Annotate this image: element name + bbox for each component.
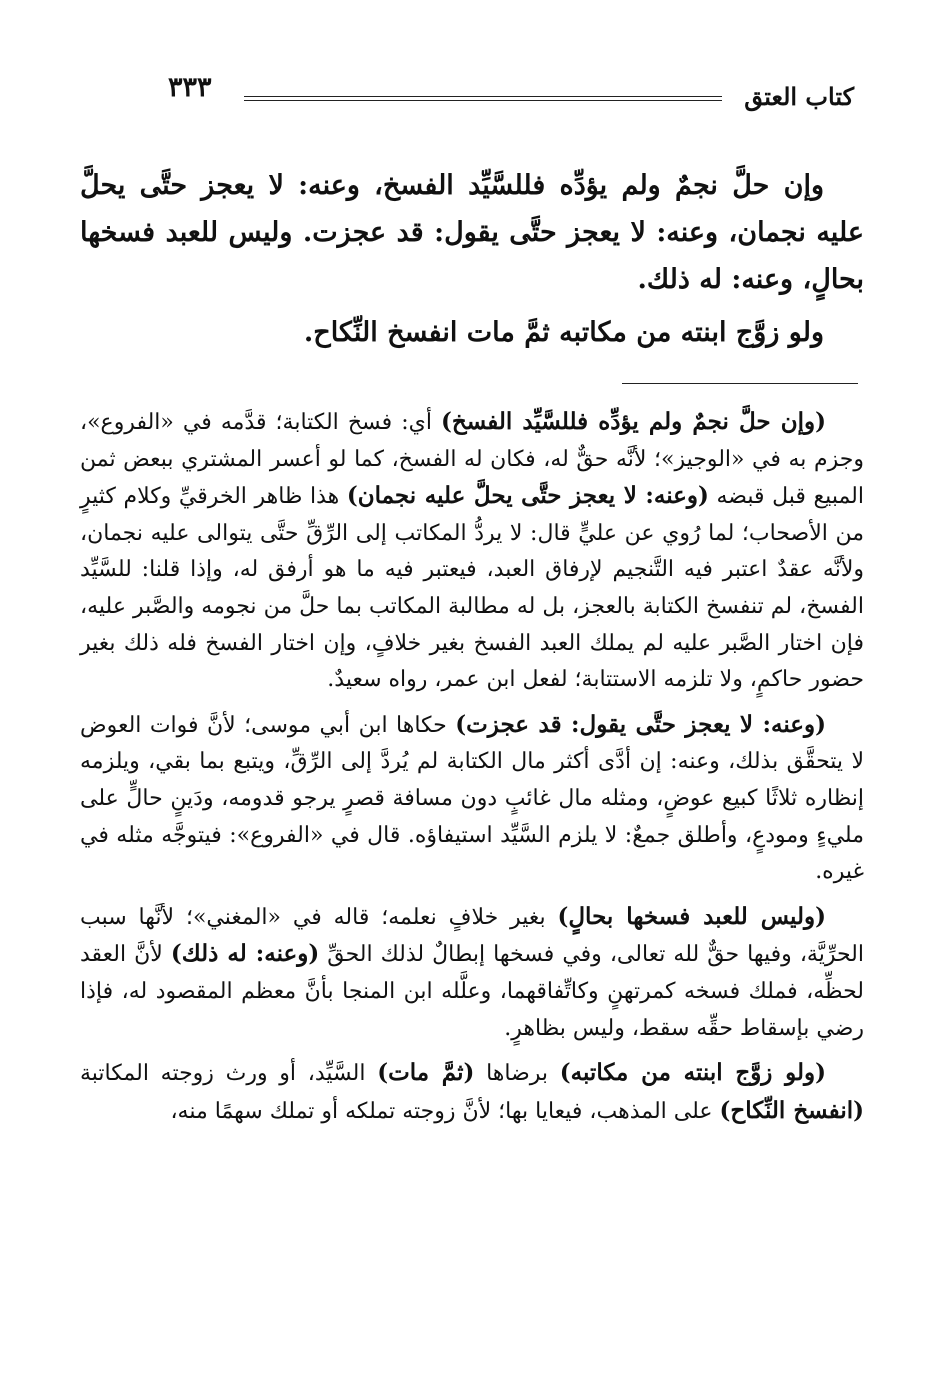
commentary-paragraph xyxy=(80,707,864,891)
quoted-main-text: (وعنه: لا يعجز حتَّى يقول: قد عجزت) xyxy=(455,710,826,738)
commentary-paragraph xyxy=(80,899,864,1047)
page-number: ٣٣٣ xyxy=(168,72,212,103)
commentary-text: حكاها ابن أبي موسى؛ لأنَّ فوات العوض لا يتحقَّق بذلك، وعنه: إن أدَّى أكثر مال الكتابة لم يُردَّ إلى الرِّقِّ، ويتبع بما بقي، ويلزمه إنظاره ثلاثًا كبيع عوضٍ، ومثله مال غائبٍ دون مسافة قصرٍ يرجو قدومه، ودَينٍ حالٍّ على مليءٍ ومودعٍ، وأطلق جمعٌ: لا يلزم السَّيِّد استيفاؤه. قال في «الفروع»: فيتوجَّه مثله في غيره. xyxy=(80,712,864,885)
commentary-divider xyxy=(622,383,858,384)
main-text-paragraph: ولو زوَّج ابنته من مكاتبه ثمَّ مات انفسخ النِّكاح. xyxy=(303,317,824,348)
commentary-paragraph xyxy=(80,404,864,699)
commentary-text: السَّيِّد، أو ورث زوجته المكاتبة xyxy=(80,1061,378,1087)
page-header xyxy=(0,62,944,112)
commentary-text: برضاها xyxy=(474,1061,560,1087)
book-title: كتاب العتق xyxy=(744,82,854,111)
commentary-text: هذا ظاهر الخرقيِّ وكلام كثيرٍ من الأصحاب؛ لما رُوي عن عليٍّ قال: لا يردُّ المكاتب إلى الرِّقِّ حتَّى يتوالى عليه نجمان، ولأنَّه عقدٌ اعتبر فيه التَّنجيم لإرفاق العبد، فيعتبر فيه ما هو أرفق له، وإذا قلنا: للسَّيِّد الفسخ، لم تنفسخ الكتابة بالعجز، بل له مطالبة المكاتب بما حلَّ من نجومه والصَّبر عليه، فإن اختار الصَّبر عليه لم يملك العبد الفسخ بغير خلافٍ، وإن اختار الفسخ فله ذلك بغير حضور حاكمٍ، ولا تلزمه الاستتابة؛ لفعل ابن عمر، رواه سعيدٌ. xyxy=(80,484,864,693)
quoted-main-text: (ثمَّ مات) xyxy=(377,1059,475,1087)
commentary-text: أي: فسخ الكتابة؛ قدَّمه في «الفروع»، وجزم به في «الوجيز»؛ لأنَّه حقٌّ له، فكان له الفسخ، كما لو أعسر المشتري ببعض ثمن المبيع قبل قبضه xyxy=(80,410,864,510)
quoted-main-text: (وعنه: لا يعجز حتَّى يحلَّ عليه نجمان) xyxy=(346,482,709,510)
quoted-main-text: (انفسخ النِّكاح) xyxy=(719,1096,864,1124)
commentary-text: بغير خلافٍ نعلمه؛ قاله في «المغني»؛ لأنَّها سبب الحرِّيَّة، وفيها حقٌّ لله تعالى، وفي فسخها إبطالٌ لذلك الحقِّ xyxy=(80,904,864,968)
quoted-main-text: (ولو زوَّج ابنته من مكاتبه) xyxy=(559,1059,827,1087)
main-text-paragraph: وإن حلَّ نجمٌ ولم يؤدِّه فللسَّيِّد الفسخ، وعنه: لا يعجز حتَّى يحلَّ عليه نجمان، وعنه: لا يعجز حتَّى يقول: قد عجزت. وليس للعبد فسخها بحالٍ، وعنه: له ذلك. xyxy=(80,170,864,295)
quoted-main-text: (وليس للعبد فسخها بحالٍ) xyxy=(557,902,826,930)
main-text xyxy=(80,162,864,356)
commentary-paragraph xyxy=(80,1055,864,1130)
quoted-main-text: (وعنه: له ذلك) xyxy=(170,940,320,968)
commentary-text: على المذهب، فيعايا بها؛ لأنَّ زوجته تملكه أو تملك سهمًا منه، xyxy=(170,1098,720,1124)
commentary xyxy=(80,404,864,1138)
header-rule xyxy=(244,96,722,101)
quoted-main-text: (وإن حلَّ نجمٌ ولم يؤدِّه فللسَّيِّد الفسخ) xyxy=(441,408,826,435)
commentary-text: لأنَّ العقد لحظِّه، فملك فسخه كمرتهنٍ وكاتِّفاقهما، وعلَّله ابن المنجا بأنَّ معظم المقصود له، فإذا رضي بإسقاط حقِّه سقط، وليس بظاهرٍ. xyxy=(80,942,864,1041)
